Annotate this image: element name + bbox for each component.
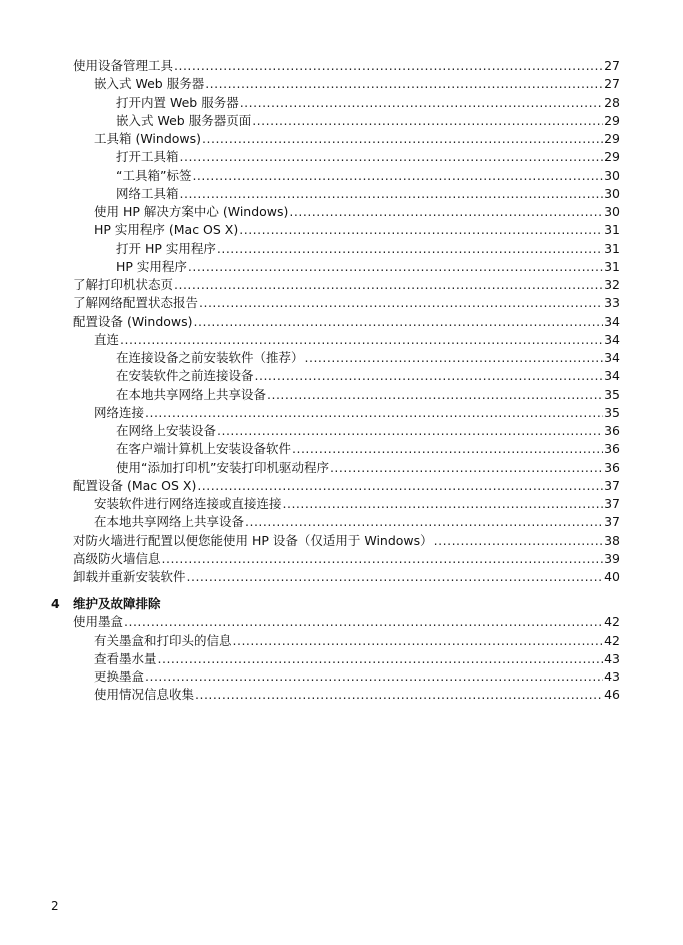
toc-entry-page: 40 (604, 569, 620, 584)
toc-entry[interactable] (0, 349, 620, 367)
toc-entry-page: 35 (604, 404, 620, 420)
dot-leader (233, 632, 604, 650)
dot-leader (174, 276, 603, 294)
toc-entry-page: 35 (604, 386, 620, 402)
toc-entry-page: 36 (604, 441, 620, 457)
toc-entry[interactable] (0, 112, 620, 130)
toc-entry-page: 34 (604, 368, 620, 384)
toc-entry-title: 使用 HP 解决方案中心 (Windows) (94, 204, 289, 219)
dot-leader (145, 668, 603, 686)
toc-entry-page: 39 (604, 550, 620, 566)
toc-entry-title: 卸载并重新安装软件 (73, 569, 186, 584)
toc-entry[interactable] (0, 130, 620, 148)
dot-leader (289, 203, 603, 221)
toc-entry-title: 更换墨盒 (94, 669, 145, 684)
page-number: 2 (51, 899, 59, 913)
dot-leader (188, 258, 603, 276)
toc-entry[interactable] (0, 331, 620, 349)
toc-entry-title: 了解网络配置状态报告 (73, 295, 199, 311)
toc-entry-title: 在客户端计算机上安装设备软件 (116, 441, 292, 457)
dot-leader (192, 167, 603, 185)
dot-leader (202, 130, 603, 148)
toc-entry-page: 33 (604, 295, 620, 311)
toc-entry-page: 46 (604, 687, 620, 703)
toc-entry[interactable] (0, 221, 620, 239)
toc-entry-page: 34 (604, 350, 620, 365)
toc-entry-title: HP 实用程序 (Mac OS X) (94, 222, 239, 238)
toc-entry[interactable] (0, 459, 620, 477)
dot-leader (124, 613, 603, 631)
toc-entry-title: 工具箱 (Windows) (94, 131, 202, 146)
toc-entry-title: 有关墨盒和打印头的信息 (94, 632, 232, 648)
toc-entry[interactable] (0, 386, 620, 404)
toc-entry[interactable] (0, 57, 620, 75)
toc-entry-title: “工具箱”标签 (116, 167, 192, 183)
toc-entry-title: 高级防火墙信息 (73, 550, 161, 566)
dot-leader (187, 568, 604, 586)
toc-entry-page: 30 (604, 204, 620, 219)
toc-entry[interactable] (0, 495, 620, 513)
toc-entry-page: 30 (604, 167, 620, 183)
dot-leader (120, 331, 603, 349)
toc-entry-title: 使用“添加打印机”安装打印机驱动程序 (116, 459, 329, 475)
dot-leader (162, 550, 604, 568)
toc-entry-page: 30 (604, 185, 620, 201)
toc-entry-title: 在本地共享网络上共享设备 (94, 514, 245, 530)
toc-entry[interactable] (0, 167, 620, 185)
dot-leader (194, 313, 604, 331)
toc-entry-page: 43 (604, 669, 620, 684)
toc-entry[interactable] (0, 568, 620, 586)
toc-entry[interactable] (0, 203, 620, 221)
toc-entry[interactable] (0, 632, 620, 650)
toc-entry-title: 嵌入式 Web 服务器页面 (116, 112, 252, 128)
toc-entry[interactable] (0, 75, 620, 93)
toc-entry-title: 网络连接 (94, 404, 145, 420)
toc-entry-page: 37 (604, 477, 620, 493)
table-of-contents (0, 57, 683, 705)
toc-entry-page: 36 (604, 459, 620, 475)
dot-leader (180, 148, 604, 166)
toc-entry-title: 在连接设备之前安装软件（推荐） (116, 350, 304, 365)
dot-leader (255, 367, 604, 385)
toc-entry-title: 配置设备 (Mac OS X) (73, 477, 197, 493)
toc-entry-title: 使用情况信息收集 (94, 687, 195, 703)
toc-entry[interactable] (0, 313, 620, 331)
dot-leader (217, 240, 603, 258)
dot-leader (239, 221, 603, 239)
toc-entry[interactable] (0, 613, 620, 631)
toc-entry-page: 31 (604, 240, 620, 256)
toc-entry-page: 29 (604, 149, 620, 165)
toc-entry-title: 直连 (94, 331, 120, 347)
dot-leader (252, 112, 603, 130)
dot-leader (217, 422, 603, 440)
toc-entry-page: 28 (604, 94, 620, 110)
toc-entry-page: 32 (604, 277, 620, 292)
toc-entry-page: 31 (604, 258, 620, 274)
toc-entry[interactable] (0, 185, 620, 203)
dot-leader (174, 57, 603, 75)
toc-entry[interactable] (0, 148, 620, 166)
toc-entry[interactable] (0, 440, 620, 458)
toc-entry-page: 37 (604, 496, 620, 511)
toc-entry-title: 在网络上安装设备 (116, 423, 217, 438)
toc-entry-title: 嵌入式 Web 服务器 (94, 76, 205, 92)
toc-entry-page: 31 (604, 222, 620, 238)
dot-leader (158, 650, 604, 668)
dot-leader (205, 75, 603, 93)
toc-entry-page: 29 (604, 112, 620, 128)
toc-entry-title: 配置设备 (Windows) (73, 313, 193, 329)
dot-leader (180, 185, 604, 203)
dot-leader (434, 532, 603, 550)
dot-leader (199, 294, 603, 312)
toc-entry-page: 27 (604, 76, 620, 92)
toc-entry-title: 使用设备管理工具 (73, 58, 174, 73)
toc-entry-title: 在安装软件之前连接设备 (116, 368, 254, 384)
dot-leader (245, 513, 603, 531)
toc-entry[interactable] (0, 404, 620, 422)
toc-entry[interactable] (0, 94, 620, 112)
toc-entry[interactable] (0, 422, 620, 440)
toc-entry[interactable] (0, 686, 620, 704)
chapter-number: 4 (51, 596, 60, 612)
toc-entry-title: 安装软件进行网络连接或直接连接 (94, 496, 282, 511)
toc-entry-title: 在本地共享网络上共享设备 (116, 386, 267, 402)
toc-entry[interactable] (0, 367, 620, 385)
toc-entry-page: 42 (604, 632, 620, 648)
toc-entry-title: 打开内置 Web 服务器 (116, 94, 239, 110)
toc-entry-page: 34 (604, 313, 620, 329)
dot-leader (330, 459, 603, 477)
toc-entry[interactable] (0, 650, 620, 668)
toc-entry-page: 38 (604, 532, 620, 548)
toc-entry-page: 43 (604, 650, 620, 666)
toc-entry[interactable] (0, 477, 620, 495)
dot-leader (195, 686, 603, 704)
toc-entry[interactable] (0, 294, 620, 312)
toc-entry-page: 42 (604, 614, 620, 630)
dot-leader (240, 94, 603, 112)
toc-entry-title: 打开工具箱 (116, 149, 179, 165)
toc-entry-title: 查看墨水量 (94, 650, 157, 666)
toc-entry[interactable] (0, 240, 620, 258)
toc-entry[interactable] (0, 258, 620, 276)
dot-leader (292, 440, 603, 458)
chapter-title: 维护及故障排除 (73, 596, 161, 612)
toc-entry-page: 27 (604, 58, 620, 73)
toc-entry[interactable] (0, 276, 620, 294)
dot-leader (197, 477, 603, 495)
toc-entry[interactable] (0, 668, 620, 686)
toc-entry-title: HP 实用程序 (116, 258, 187, 274)
chapter-heading (0, 595, 683, 613)
toc-entry-title: 了解打印机状态页 (73, 277, 174, 292)
dot-leader (305, 349, 604, 367)
toc-entry-title: 网络工具箱 (116, 185, 179, 201)
toc-entry-page: 36 (604, 423, 620, 438)
dot-leader (145, 404, 603, 422)
dot-leader (267, 386, 603, 404)
toc-entry[interactable] (0, 550, 620, 568)
toc-entry-page: 34 (604, 331, 620, 347)
toc-entry[interactable] (0, 513, 620, 531)
toc-entry-page: 29 (604, 131, 620, 146)
toc-entry-page: 37 (604, 514, 620, 530)
dot-leader (283, 495, 604, 513)
toc-entry-title: 对防火墙进行配置以便您能使用 HP 设备（仅适用于 Windows） (73, 532, 433, 548)
toc-entry[interactable] (0, 532, 620, 550)
toc-entry-title: 使用墨盒 (73, 614, 124, 630)
toc-entry-title: 打开 HP 实用程序 (116, 240, 216, 256)
